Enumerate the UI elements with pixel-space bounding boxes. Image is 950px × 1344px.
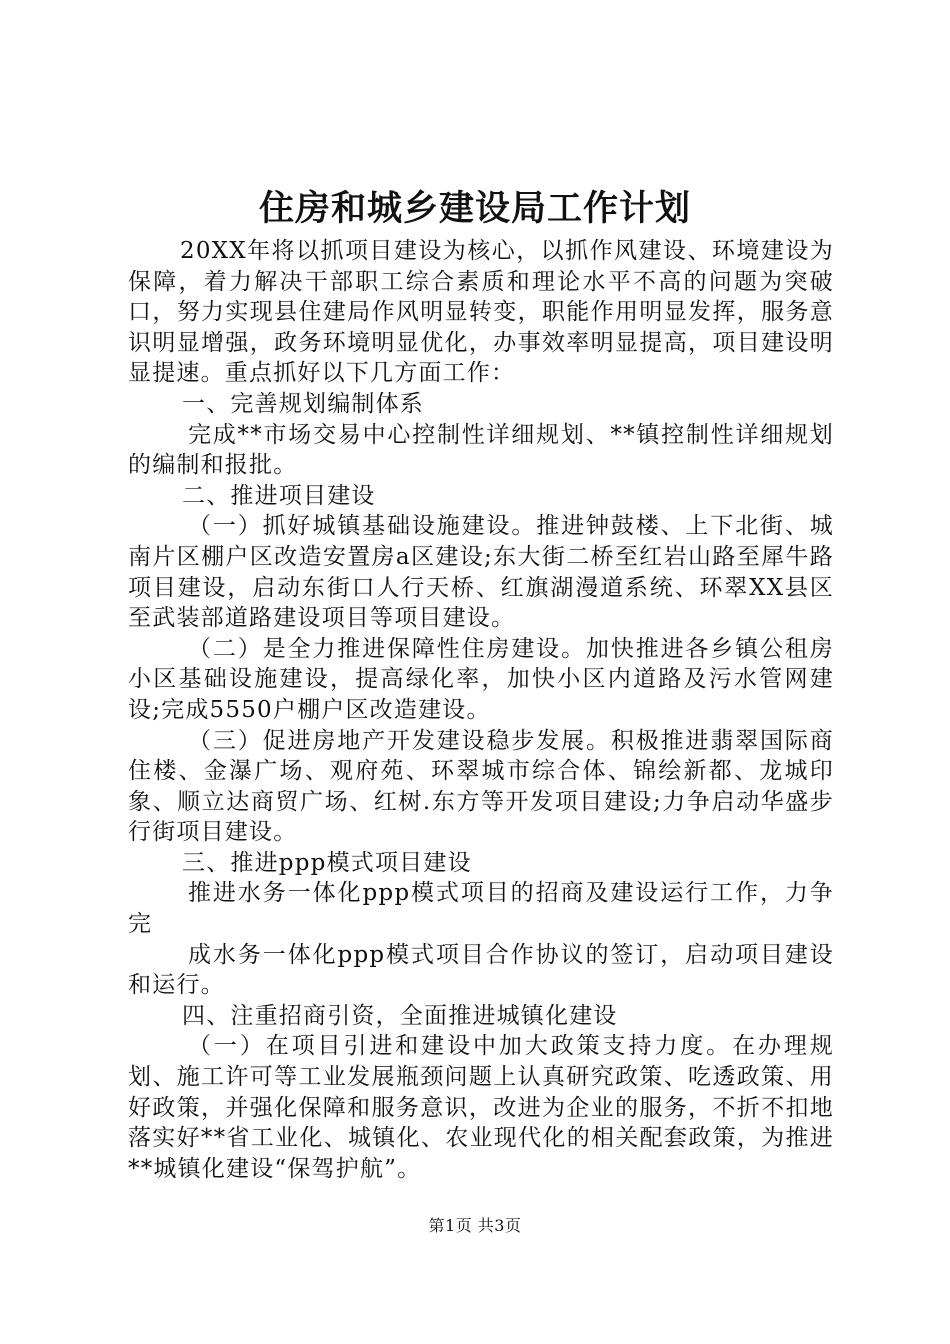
section-2-item-1: （一）抓好城镇基础设施建设。推进钟鼓楼、上下北街、城南片区棚户区改造安置房a区建设;东大街二桥至红岩山路至犀牛路项目建设，启动东街口人行天桥、红旗湖漫道系统、环翠XX县区至武装部道路建设项目等项目建设。	[128, 513, 834, 632]
section-heading-1: 一、完善规划编制体系	[182, 390, 424, 417]
page-footer: 第1页 共3页	[428, 1216, 522, 1235]
document-title: 住房和城乡建设局工作计划	[258, 188, 691, 229]
section-4-item-1: （一）在项目引进和建设中加大政策支持力度。在办理规划、施工许可等工业发展瓶颈问题上认真研究政策、吃透政策、用好政策，并强化保障和服务意识，改进为企业的服务，不折不扣地落实好**省工业化、城镇化、农业现代化的相关配套政策，为推进**城镇化建设“保驾护航”。	[128, 1033, 834, 1182]
document-body	[128, 236, 834, 1184]
section-3-paragraph-2: 成水务一体化ppp模式项目合作协议的签订，启动项目建设和运行。	[128, 941, 834, 999]
section-3-paragraph-1: 推进水务一体化ppp模式项目的招商及建设运行工作，力争完	[128, 880, 834, 938]
section-heading-3: 三、推进ppp模式项目建设	[182, 849, 472, 876]
intro-paragraph: 20XX年将以抓项目建设为核心，以抓作风建设、环境建设为保障，着力解决干部职工综合素质和理论水平不高的问题为突破口，努力实现县住建局作风明显转变，职能作用明显发挥，服务意识明显增强，政务环境明显优化，办事效率明显提高，项目建设明显提速。重点抓好以下几方面工作：	[128, 238, 834, 387]
section-2-item-2: （二）是全力推进保障性住房建设。加快推进各乡镇公租房小区基础设施建设，提高绿化率，加快小区内道路及污水管网建设;完成5550户棚户区改造建设。	[128, 635, 834, 723]
section-heading-4: 四、注重招商引资，全面推进城镇化建设	[182, 1002, 618, 1029]
section-2-item-3: （三）促进房地产开发建设稳步发展。积极推进翡翠国际商住楼、金瀑广场、观府苑、环翠城市综合体、锦绘新都、龙城印象、顺立达商贸广场、红树.东方等开发项目建设;力争启动华盛步行街项目建设。	[128, 727, 834, 846]
section-1-paragraph: 完成**市场交易中心控制性详细规划、**镇控制性详细规划的编制和报批。	[128, 421, 834, 479]
section-heading-2: 二、推进项目建设	[182, 482, 376, 509]
